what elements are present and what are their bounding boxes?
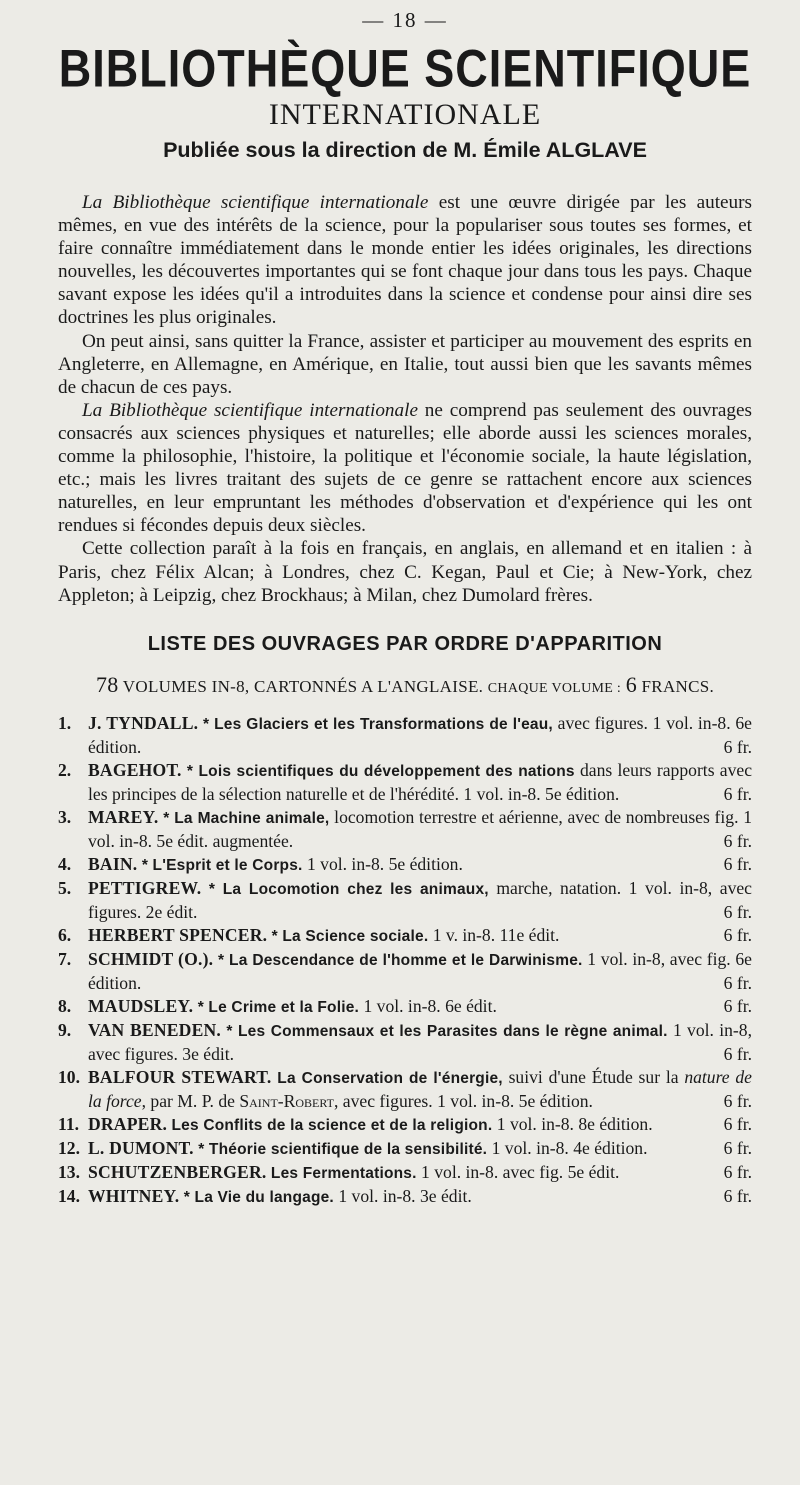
item-number: 11. — [58, 1113, 80, 1134]
item-title: * La Machine animale, — [163, 809, 330, 827]
item-number: 10. — [58, 1066, 80, 1087]
list-title: LISTE DES OUVRAGES PAR ORDRE D'APPARITION — [147, 632, 663, 655]
item-title: La Conservation de l'énergie, — [277, 1069, 503, 1087]
item-details: avec figures. 1 vol. in-8. 6e édition. — [88, 712, 752, 757]
item-author: DRAPER. — [88, 1113, 168, 1134]
intro-paragraph-3 — [58, 399, 752, 538]
item-details: marche, natation. 1 vol. in-8, avec figures. 2e édit. — [88, 877, 752, 922]
works-list — [58, 712, 752, 1209]
item-author: WHITNEY. — [88, 1185, 180, 1206]
item-price: 6 fr. — [723, 1113, 752, 1134]
item-price: 6 fr. — [723, 1185, 752, 1206]
item-title: * La Descendance de l'homme et le Darwinisme. — [217, 951, 583, 969]
list-item — [58, 1185, 752, 1209]
list-item — [58, 1019, 752, 1066]
list-sub-chaque: CHAQUE VOLUME : — [487, 680, 622, 696]
item-details: 1 vol. in-8, avec fig. 6e édition. — [88, 948, 752, 993]
item-price: 6 fr. — [723, 995, 752, 1016]
page-number: — 18 — — [362, 8, 448, 32]
item-details-em: nature de la force — [88, 1066, 752, 1111]
item-author: J. TYNDALL. — [88, 712, 199, 733]
list-subtitle — [58, 672, 752, 698]
item-author: HERBERT SPENCER. — [88, 924, 268, 945]
intro-paragraph-4: Cette collection paraît à la fois en français, en anglais, en allemand et en italien : à Paris, chez Félix Alcan; à Londres, chez C. Kegan, Paul et Cie; à New-York, chez Appleton; à Leipzig, chez Brockhaus; à Milan, chez Dumolard frères. — [58, 538, 752, 606]
item-price: 6 fr. — [723, 1043, 752, 1064]
item-price: 6 fr. — [723, 1090, 752, 1111]
list-item — [58, 948, 752, 995]
intro-p1-rest: est une œuvre dirigée par les auteurs mêmes, en vue des intérêts de la science, pour la populariser sous toutes ses formes, et faire connaître immédiatement dans le monde entier les idées originales, les directions nouvelles, les découvertes importantes qui se font chaque jour dans tous les pays. Chaque savant expose les idées qu'il a introduites dans la science et condense pour ainsi dire ses doctrines les plus originales. — [58, 192, 753, 329]
item-number: 1. — [58, 712, 72, 733]
item-author: MAREY. — [88, 806, 159, 827]
list-item — [58, 995, 752, 1019]
item-details-mid: , par M. P. de — [141, 1090, 240, 1111]
item-title: * Les Commensaux et les Parasites dans le règne animal. — [226, 1022, 668, 1040]
item-title: * L'Esprit et le Corps. — [141, 856, 303, 874]
item-details: 1 vol. in-8. avec fig. 5e édit. — [416, 1161, 620, 1182]
item-number: 4. — [58, 853, 72, 874]
item-price: 6 fr. — [723, 1161, 752, 1182]
list-sub-count: 78 — [95, 671, 119, 697]
list-item — [58, 924, 752, 948]
intro-text — [58, 191, 752, 607]
item-details: 1 v. in-8. 11e édit. — [428, 924, 560, 945]
item-author: SCHUTZENBERGER. — [88, 1161, 267, 1182]
page-title: BIBLIOTHÈQUE SCIENTIFIQUE — [58, 38, 752, 99]
item-title: * La Locomotion chez les animaux, — [208, 880, 489, 898]
item-number: 13. — [58, 1161, 80, 1182]
item-price: 6 fr. — [723, 924, 752, 945]
list-item — [58, 877, 752, 924]
item-author: BAGEHOT. — [88, 759, 182, 780]
item-details: 1 vol. in-8. 4e édition. — [487, 1137, 648, 1158]
item-author: MAUDSLEY. — [88, 995, 194, 1016]
intro-paragraph-2: On peut ainsi, sans quitter la France, assister et participer au mouvement des esprits en Angleterre, en Allemagne, en Amérique, en Italie, tout aussi bien que les savants mêmes de chacun de ces pays. — [58, 330, 752, 398]
item-price: 6 fr. — [723, 1137, 752, 1158]
item-number: 14. — [58, 1185, 80, 1206]
item-title: * Le Crime et la Folie. — [197, 998, 360, 1016]
item-price: 6 fr. — [723, 853, 752, 874]
list-sub-text: VOLUMES IN-8, CARTONNÉS A L'ANGLAISE. — [118, 676, 484, 696]
intro-p1-em: La Bibliothèque scientifique internationale — [82, 192, 429, 213]
item-price: 6 fr. — [723, 736, 752, 757]
item-title: * Théorie scientifique de la sensibilité. — [198, 1140, 488, 1158]
item-title: Les Conflits de la science et de la religion. — [171, 1116, 493, 1134]
list-sub-currency: FRANCS. — [637, 676, 715, 696]
item-title: * Lois scientifiques du développement des nations — [186, 762, 575, 780]
item-author: PETTIGREW. — [88, 877, 202, 898]
item-author: VAN BENEDEN. — [88, 1019, 222, 1040]
intro-paragraph-1 — [58, 191, 752, 330]
item-details: 1 vol. in-8. 8e édition. — [492, 1113, 653, 1134]
item-details-name: Saint-Robert — [239, 1090, 334, 1111]
intro-p3-rest: ne comprend pas seulement des ouvrages consacrés aux sciences physiques et naturelles; elle aborde aussi les sciences morales, comme la philosophie, l'histoire, la politique et l'économie sociale, la haute législation, etc.; mais les livres traitant des sujets de ce genre se rattachent encore aux sciences naturelles, en leur empruntant les méthodes d'observation et d'expérience qui les ont rendues si fécondes depuis deux siècles. — [58, 399, 752, 537]
item-author: SCHMIDT (O.). — [88, 948, 214, 969]
direction-line: Publiée sous la direction de M. Émile ALGLAVE — [163, 138, 647, 162]
list-item — [58, 1113, 752, 1137]
item-details: 1 vol. in-8. 5e édition. — [302, 853, 463, 874]
item-price: 6 fr. — [723, 783, 752, 804]
list-item — [58, 759, 752, 806]
list-sub-price: 6 — [625, 671, 637, 697]
item-number: 5. — [58, 877, 72, 898]
item-author: BAIN. — [88, 853, 138, 874]
list-item — [58, 853, 752, 877]
list-item — [58, 1161, 752, 1185]
list-item — [58, 712, 752, 759]
item-title: * La Vie du langage. — [183, 1188, 334, 1206]
item-number: 7. — [58, 948, 72, 969]
item-author: BALFOUR STEWART. — [88, 1066, 272, 1087]
item-price: 6 fr. — [723, 830, 752, 851]
item-details: locomotion terrestre et aérienne, avec de nombreuses fig. 1 vol. in-8. 5e édit. augmentée. — [88, 806, 753, 851]
intro-p3-em: La Bibliothèque scientifique internationale — [82, 399, 418, 421]
page-subtitle: INTERNATIONALE — [268, 98, 542, 131]
item-details: 1 vol. in-8. 6e édit. — [359, 995, 497, 1016]
item-number: 12. — [58, 1137, 80, 1158]
item-details-pre: suivi d'une Étude sur la — [502, 1066, 685, 1087]
item-title: Les Fermentations. — [270, 1164, 417, 1182]
item-price: 6 fr. — [723, 972, 752, 993]
item-number: 3. — [58, 806, 72, 827]
item-price: 6 fr. — [723, 901, 752, 922]
item-number: 8. — [58, 995, 72, 1016]
item-number: 2. — [58, 759, 72, 780]
list-item — [58, 1066, 752, 1113]
item-details: 1 vol. in-8. 3e édit. — [333, 1185, 472, 1206]
item-details: 1 vol. in-8, avec figures. 3e édit. — [88, 1019, 752, 1064]
item-details: , avec figures. 1 vol. in-8. 5e édition. — [334, 1090, 593, 1111]
item-title: * Les Glaciers et les Transformations de l'eau, — [203, 715, 553, 733]
item-number: 6. — [58, 924, 72, 945]
list-item — [58, 1137, 752, 1161]
list-item — [58, 806, 752, 853]
item-number: 9. — [58, 1019, 72, 1040]
item-details: dans leurs rapports avec les principes de la sélection naturelle et de l'hérédité. 1 vol. in-8. 5e édition. — [88, 759, 753, 804]
item-title: * La Science sociale. — [271, 927, 429, 945]
item-author: L. DUMONT. — [88, 1137, 194, 1158]
